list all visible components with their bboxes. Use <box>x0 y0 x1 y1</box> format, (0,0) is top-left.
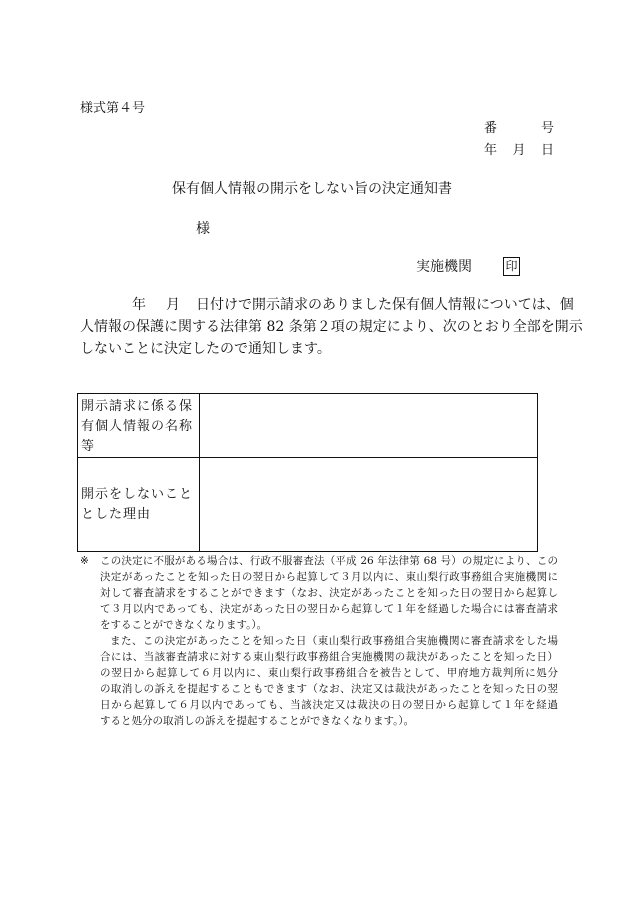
row1-label-line-2: 有個人情報の名称 <box>81 419 194 434</box>
table-row <box>78 394 538 458</box>
decision-table <box>77 393 538 552</box>
table-row <box>78 458 538 552</box>
row2-value <box>200 458 538 552</box>
note-p2-line: の取消しの訴えを提起することもできます（なお、決定又は裁決があったことを知った日の翌 <box>100 683 558 695</box>
note-p1-line: て３月以内であっても、決定があった日の翌日から起算して１年を経過した場合には審査請求 <box>100 603 558 615</box>
appeal-note <box>80 553 558 729</box>
date-label-year: 年 <box>484 143 498 158</box>
date-label-day: 日 <box>540 143 554 158</box>
note-p2-line: 合には、当該審査請求に対する東山梨行政事務組合実施機関の裁決があったことを知った日） <box>100 651 558 663</box>
note-mark: ※ <box>80 555 89 567</box>
seal-box: 印 <box>503 257 520 276</box>
reference-block <box>484 118 554 162</box>
form-number: 様式第４号 <box>80 101 146 116</box>
reference-number-row <box>484 118 554 140</box>
row1-label <box>78 394 200 458</box>
number-label-go: 号 <box>540 121 554 136</box>
body-month: 月 <box>166 297 180 313</box>
body-text <box>80 294 583 360</box>
note-p2-line: また、この決定があったことを知った日（東山梨行政事務組合実施機関に審査請求をした場 <box>110 635 558 647</box>
body-year: 年 <box>132 297 146 313</box>
body-line-1-text: 日付けで開示請求のありました保有個人情報については、個 <box>196 297 574 313</box>
note-p1-line: この決定に不服がある場合は、行政不服審査法（平成 26 年法律第 68 号）の規定により、この <box>100 555 558 567</box>
reference-date-row <box>484 140 554 162</box>
row1-label-line-1: 開示請求に係る保 <box>81 399 194 414</box>
note-p1-line: 対して審査請求をすることができます（なお、決定があったことを知った日の翌日から起算し <box>100 587 558 599</box>
note-p2-line: 日から起算して６月以内であっても、当該決定又は裁決の日の翌日から起算して１年を経過 <box>100 699 558 711</box>
note-p2-line: すると処分の取消しの訴えを提起することができなくなります。）。 <box>100 715 415 727</box>
row2-label-line-1: 開示をしないこと <box>81 486 194 502</box>
row1-label-line-3: 等 <box>81 439 96 454</box>
document-title-wrap <box>0 178 630 198</box>
row2-label <box>78 458 200 552</box>
date-label-month: 月 <box>512 143 526 158</box>
note-p2-line: の翌日から起算して６月以内に、東山梨行政事務組合を被告として、甲府地方裁判所に処分 <box>100 667 558 679</box>
note-paragraph-2 <box>80 633 558 729</box>
body-line-2: 人情報の保護に関する法律第 82 条第２項の規定により、次のとおり全部を開示 <box>80 319 583 335</box>
row1-value <box>200 394 538 458</box>
body-line-1 <box>80 294 574 316</box>
number-label-ban: 番 <box>484 121 498 136</box>
addressee-suffix: 様 <box>196 221 210 237</box>
issuer-label: 実施機関 <box>416 259 472 275</box>
body-line-3: しないことに決定したので通知します。 <box>80 341 331 357</box>
note-p1-line: 決定があったことを知った日の翌日から起算して３月以内に、東山梨行政事務組合実施機関に <box>100 571 558 583</box>
note-p1-line: をすることができなくなります。）。 <box>100 619 268 631</box>
document-title: 保有個人情報の開示をしない旨の決定通知書 <box>172 181 452 197</box>
issuer <box>416 256 520 276</box>
note-paragraph-1 <box>80 553 558 633</box>
row2-label-line-2: とした理由 <box>81 506 152 522</box>
